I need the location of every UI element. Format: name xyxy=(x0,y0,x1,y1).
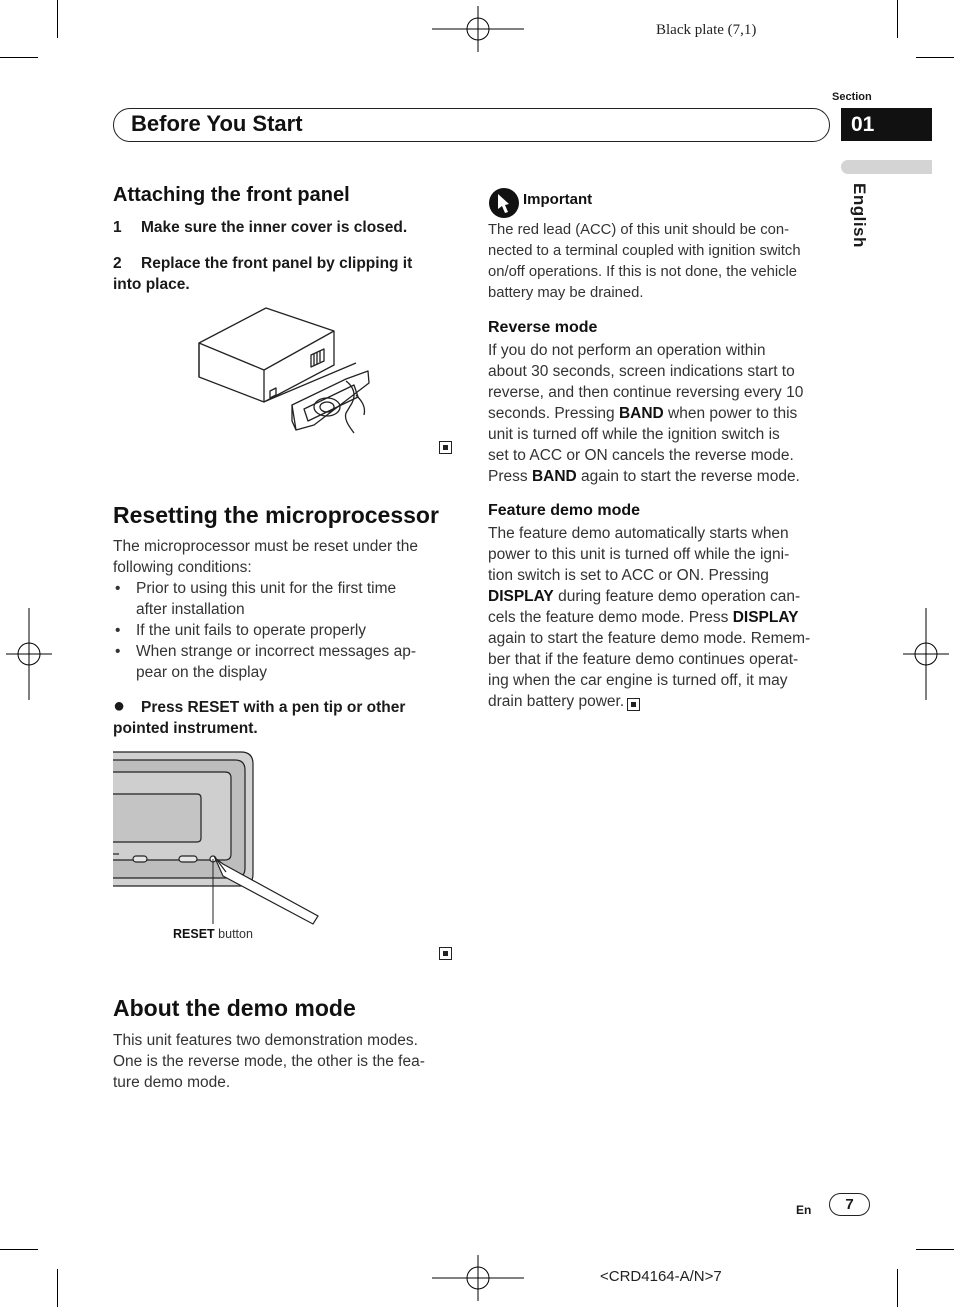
attaching-step-1 xyxy=(113,217,407,238)
attaching-step-2 xyxy=(113,253,412,295)
text-line xyxy=(488,691,810,712)
end-mark-icon xyxy=(439,441,452,454)
text-line: ber that if the feature demo continues operat- xyxy=(488,651,799,668)
text-line: If you do not perform an operation within xyxy=(488,342,766,359)
text-line: again to start the feature demo mode. Remem- xyxy=(488,630,811,647)
text-span: again to start the reverse mode. xyxy=(576,468,800,485)
registration-mark-left-icon xyxy=(6,608,52,700)
step-text: into place. xyxy=(113,276,190,293)
list-item xyxy=(113,578,453,620)
band-keyword: BAND xyxy=(531,468,577,485)
demo-text xyxy=(113,1030,425,1093)
step-number: 2 xyxy=(113,255,122,272)
step-number: 1 xyxy=(113,219,122,236)
text-line: about 30 seconds, screen indications start to xyxy=(488,363,795,380)
text-line: unit is turned off while the ignition switch is xyxy=(488,426,780,443)
list-item xyxy=(113,641,453,683)
crop-mark xyxy=(897,1269,898,1307)
footer-lang-code: En xyxy=(796,1203,812,1217)
registration-mark-right-icon xyxy=(903,608,949,700)
reverse-title: Reverse mode xyxy=(488,319,598,336)
text-line: nected to a terminal coupled with ignition switch xyxy=(488,243,801,259)
crop-mark xyxy=(916,1249,954,1250)
crop-mark xyxy=(0,57,38,58)
text-line xyxy=(488,403,803,424)
end-mark-icon xyxy=(439,947,452,960)
language-tab: English xyxy=(850,183,869,248)
crop-mark xyxy=(916,57,954,58)
reset-button-caption xyxy=(173,927,253,941)
attaching-title: Attaching the front panel xyxy=(113,184,350,206)
text-line: This unit features two demonstration modes. xyxy=(113,1032,418,1049)
text-line: after installation xyxy=(136,601,245,618)
text-line: • If the unit fails to operate properly xyxy=(136,622,367,639)
text-line xyxy=(488,586,810,607)
text-span: during feature demo operation can- xyxy=(553,588,801,605)
resetting-intro xyxy=(113,536,453,683)
important-text xyxy=(488,220,801,304)
conditions-list xyxy=(113,578,453,683)
list-item xyxy=(113,620,453,641)
demo-title: About the demo mode xyxy=(113,995,356,1021)
section-number-box: 01 xyxy=(841,108,932,141)
feature-title: Feature demo mode xyxy=(488,502,641,519)
text-line: power to this unit is turned off while the igni- xyxy=(488,546,790,563)
instruction-text: Press RESET with a pen tip or other xyxy=(141,699,406,716)
band-keyword: BAND xyxy=(618,405,664,422)
text-line: One is the reverse mode, the other is the fea- xyxy=(113,1053,425,1070)
text-line: pear on the display xyxy=(136,664,267,681)
reset-instruction xyxy=(113,697,405,739)
front-panel-illustration xyxy=(196,305,374,437)
step-text: Replace the front panel by clipping it xyxy=(141,255,413,272)
caption-bold: RESET xyxy=(173,927,215,941)
text-line: battery may be drained. xyxy=(488,285,644,301)
text-span: seconds. Pressing xyxy=(488,405,619,422)
important-label: Important xyxy=(523,191,593,208)
text-span: drain battery power. xyxy=(488,693,625,710)
display-keyword: DISPLAY xyxy=(732,609,799,626)
text-span: Press xyxy=(488,468,532,485)
text-line: The red lead (ACC) of this unit should be con- xyxy=(488,222,790,238)
instruction-text: pointed instrument. xyxy=(113,720,258,737)
text-line: reverse, and then continue reversing every 10 xyxy=(488,384,804,401)
reverse-text xyxy=(488,340,803,487)
text-line xyxy=(488,466,803,487)
reset-button-illustration xyxy=(113,750,319,925)
text-line: The feature demo automatically starts when xyxy=(488,525,789,542)
text-line: on/off operations. If this is not done, the vehicle xyxy=(488,264,798,280)
text-line: • Prior to using this unit for the first time xyxy=(136,580,397,597)
text-span: cels the feature demo mode. Press xyxy=(488,609,733,626)
crop-mark xyxy=(0,1249,38,1250)
crop-mark xyxy=(57,0,58,38)
resetting-title: Resetting the microprocessor xyxy=(113,502,439,528)
text-span: when power to this xyxy=(663,405,798,422)
text-line: • When strange or incorrect messages ap- xyxy=(136,643,416,660)
text-line: following conditions: xyxy=(113,559,252,576)
crop-mark xyxy=(897,0,898,38)
bullet-dot-icon: ● xyxy=(113,695,126,717)
text-line: ing when the car engine is turned off, it may xyxy=(488,672,788,689)
feature-text xyxy=(488,523,810,712)
step-text: Make sure the inner cover is closed. xyxy=(141,219,408,236)
end-mark-icon xyxy=(627,698,640,711)
text-line: set to ACC or ON cancels the reverse mode. xyxy=(488,447,794,464)
header-title: Before You Start xyxy=(131,111,303,136)
caption-rest: button xyxy=(214,927,253,941)
text-line: tion switch is set to ACC or ON. Pressing xyxy=(488,567,769,584)
footer-code: <CRD4164-A/N>7 xyxy=(600,1268,722,1285)
registration-mark-bottom-icon xyxy=(432,1255,524,1301)
crop-mark xyxy=(57,1269,58,1307)
text-line: The microprocessor must be reset under the xyxy=(113,538,418,555)
registration-mark-top-icon xyxy=(432,6,524,52)
section-bar xyxy=(841,160,932,174)
plate-label: Black plate (7,1) xyxy=(656,22,757,38)
section-label: Section xyxy=(832,91,872,103)
text-line: ture demo mode. xyxy=(113,1074,231,1091)
text-line xyxy=(488,607,810,628)
page-number: 7 xyxy=(829,1193,870,1216)
important-icon xyxy=(488,187,520,219)
display-keyword: DISPLAY xyxy=(488,588,554,605)
